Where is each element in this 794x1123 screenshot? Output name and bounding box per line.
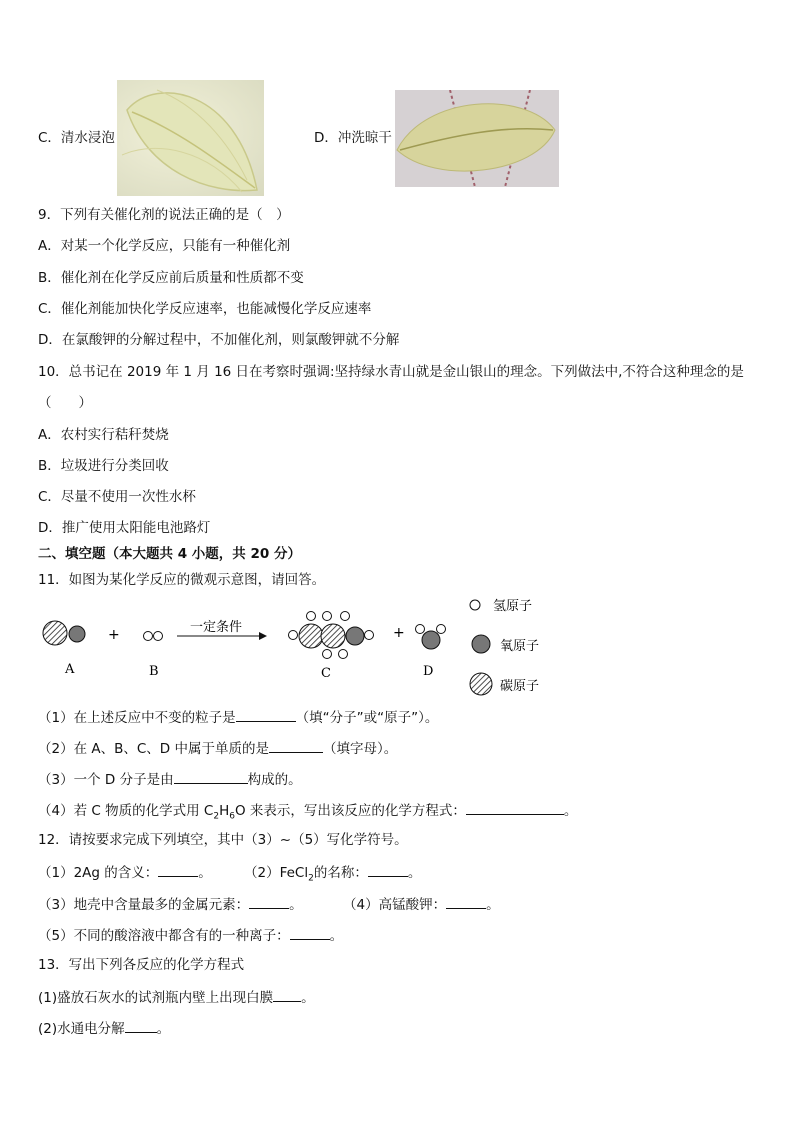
q8-option-c: C．清水浸泡 [38,130,115,146]
q10-option-c: C．尽量不使用一次性水杯 [38,489,196,505]
q9-option-d: D．在氯酸钾的分解过程中，不加催化剂，则氯酸钾就不分解 [38,332,400,348]
q11-part-4: （4）若 C 物质的化学式用 $C_2H_6O$ 来表示，写出该反应的化学方程式： 。 [38,800,577,826]
q9-option-b: B．催化剂在化学反应前后质量和性质都不变 [38,270,304,286]
plus-2: + [393,625,405,641]
q11-blank-2[interactable] [269,738,323,753]
q11-part-1: （1）在上述反应中不变的粒子是 （填“分子”或“原子”）。 [38,707,438,727]
section-title-fill-in: 二、填空题（本大题共 4 小题，共 20 分） [38,546,301,562]
q12-row-3: （5）不同的酸溶液中都含有的一种离子： 。 [38,925,343,945]
q12-stem: 12．请按要求完成下列填空，其中（3）~（5）写化学符号。 [38,832,408,848]
label-d: D [423,664,434,679]
q12-blank-5[interactable] [290,925,330,940]
molecule-d [416,625,446,650]
q13-part-2: (2)水通电分解 。 [38,1018,170,1038]
reaction-diagram [30,592,590,702]
q12-row-1b: （2）FeCl$_2$的名称： 。 [244,862,421,888]
molecule-c [289,612,374,659]
q12-blank-3[interactable] [249,894,289,909]
molecule-a [43,621,85,645]
q9-option-a: A．对某一个化学反应，只能有一种催化剂 [38,238,291,254]
q10-option-d: D．推广使用太阳能电池路灯 [38,520,211,536]
q12-blank-2[interactable] [368,862,408,877]
label-b: B [149,664,159,679]
label-a: A [65,662,75,677]
q11-blank-4[interactable] [466,800,564,815]
leaf-photo-soaked [117,80,264,196]
molecule-b [144,632,163,641]
legend-oxygen: 氧原子 [500,639,540,654]
legend [470,599,539,695]
q12-row-1: （1）2Ag 的含义： 。 [38,862,212,882]
q12-blank-4[interactable] [446,894,486,909]
q13-part-1: (1)盛放石灰水的试剂瓶内壁上出现白膜 。 [38,987,315,1007]
leaf-photo-dried [395,90,559,187]
q10-option-b: B．垃圾进行分类回收 [38,458,169,474]
q12-blank-1[interactable] [158,862,198,877]
legend-hydrogen: 氢原子 [493,599,533,614]
q11-blank-3[interactable] [174,769,248,784]
legend-carbon: 碳原子 [500,679,540,694]
q10-stem-paren: （ ） [38,395,92,411]
q13-stem: 13．写出下列各反应的化学方程式 [38,957,245,973]
q10-option-a: A．农村实行秸秆焚烧 [38,427,169,443]
q12-row-2: （3）地壳中含量最多的金属元素： 。 [38,894,303,914]
reaction-condition: 一定条件 [190,620,243,635]
plus-1: + [108,627,120,643]
q11-blank-1[interactable] [236,707,296,722]
q9-option-c: C．催化剂能加快化学反应速率，也能减慢化学反应速率 [38,301,372,317]
label-c: C [321,666,331,681]
q13-blank-2[interactable] [125,1018,157,1033]
q11-part-3: （3）一个 D 分子是由 构成的。 [38,769,302,789]
q9-stem: 9．下列有关催化剂的说法正确的是（ ） [38,207,290,223]
q10-stem: 10．总书记在 2019 年 1 月 16 日在考察时强调:坚持绿水青山就是金山银山的理念。下列做法中,不符合这种理念的是 [38,364,744,380]
q8-option-d: D．冲洗晾干 [314,130,392,146]
q11-stem: 11．如图为某化学反应的微观示意图，请回答。 [38,572,326,588]
q13-blank-1[interactable] [273,987,301,1002]
q11-part-2: （2）在 A、B、C、D 中属于单质的是 （填字母）。 [38,738,397,758]
q12-row-2b: （4）高锰酸钾： 。 [343,894,500,914]
